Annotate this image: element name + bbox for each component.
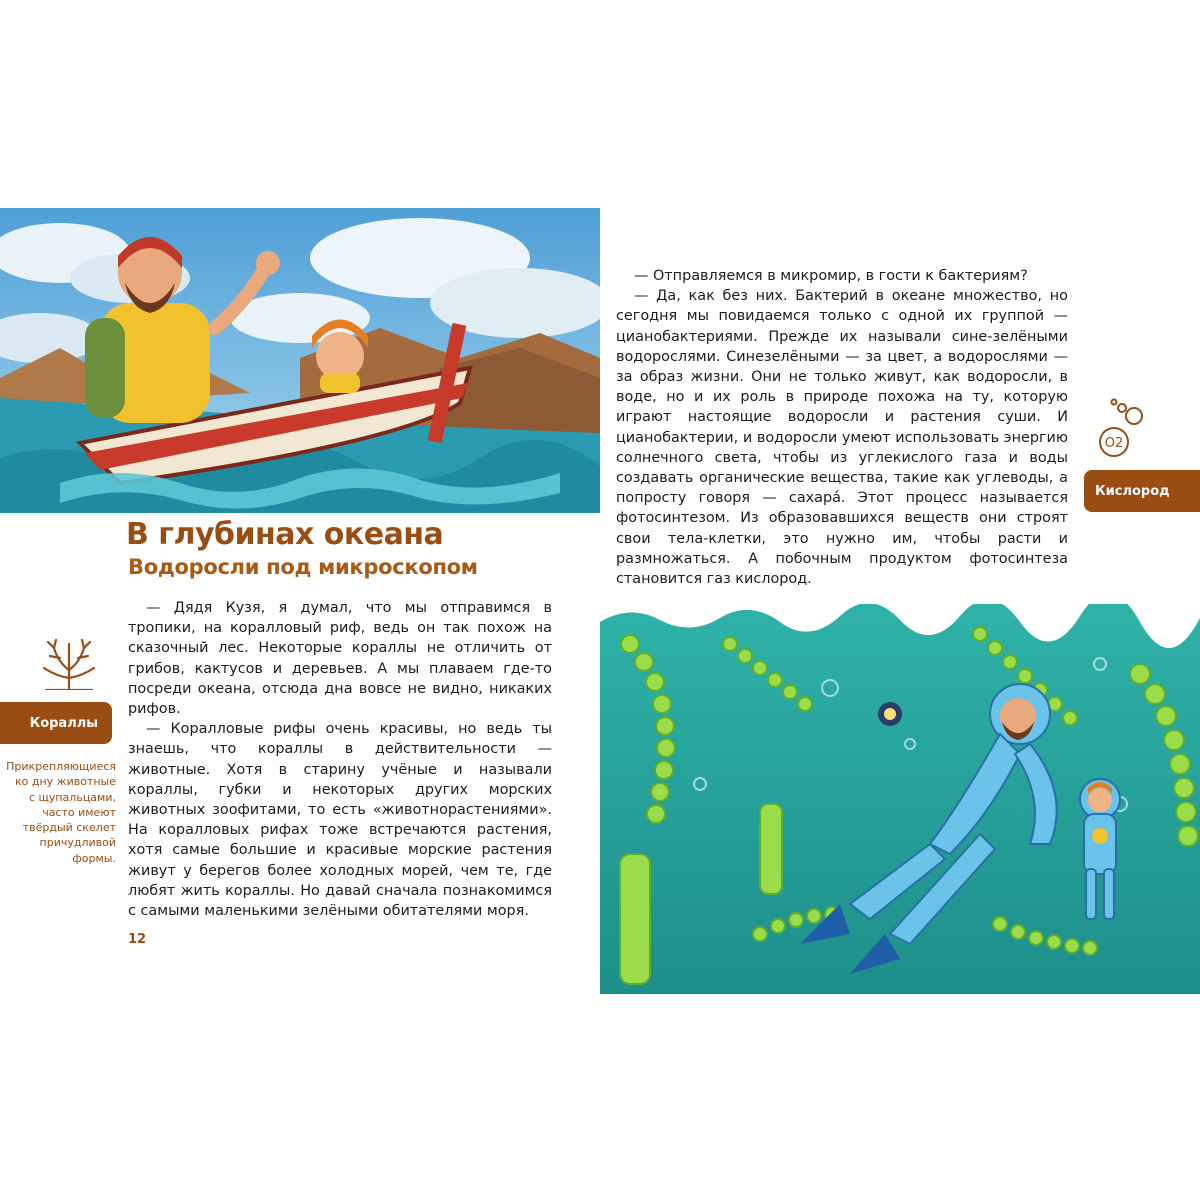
boat-illustration: [0, 208, 600, 513]
paragraph: — Да, как без них. Бактерий в океане множество, но сегодня мы повидаемся только с одной их группой — цианобактериями. Прежде их называли сине-зелёными водорослями. Синезелёными — за цвет, а водорослями — за образ жизни. Они не только живут, как водоросли, в воде, но и их роль в природе похожа на ту, которую играют настоящие водоросли и растения суши. И цианобактерии, и водоросли умеют использовать энергию солнечного света, чтобы из углекислого газа и воды создавать органические вещества, такие как углеводы, а попросту говоря — сахара́. Этот процесс называется фотосинтезом. Из образовавшихся веществ они строят свои тела-клетки, это нужно им, чтобы расти и размножаться. А побочным продуктом фотосинтеза становится газ кислород.: [616, 288, 1068, 588]
side-tab-corals: [0, 702, 112, 744]
underwater-illustration: [600, 604, 1200, 994]
paragraph: — Коралловые рифы очень красивы, но ведь ты знаешь, что кораллы в действительности — животные. Хотя в старину учёные и называли кораллы, губки и некоторых других морских животных зоофитами, то есть «животнорастениями». На коралловых рифах тоже встречаются растения, хотя самые большие и красивые морские растения живут у берегов более холодных морей, чем те, где любят жить кораллы. Но давай сначала познакомимся с самыми маленькими зелёными обитателями моря.: [128, 721, 552, 920]
paragraph: — Отправляемся в микромир, в гости к бактериям?: [634, 268, 1028, 284]
left-page: [0, 208, 600, 994]
side-note: Прикрепляющиеся ко дну животные с щупальцами, часто имеют твёрдый скелет причудливой формы.: [6, 760, 116, 865]
side-tab-oxygen: [1084, 470, 1200, 512]
oxygen-label: O2: [1104, 436, 1124, 451]
side-tab-label: Кислород: [1095, 483, 1170, 499]
side-tab-label: Кораллы: [29, 715, 98, 731]
coral-icon: [38, 638, 100, 690]
left-body-text: [128, 598, 552, 921]
book-spread: [0, 208, 1200, 994]
page-number: 12: [128, 932, 147, 947]
right-page: [600, 208, 1200, 994]
page-subtitle: Водоросли под микроскопом: [128, 555, 478, 579]
oxygen-bubbles-icon: [1096, 398, 1146, 458]
page-title: В глубинах океана: [126, 517, 444, 552]
right-body-text: [616, 266, 1068, 589]
paragraph: — Дядя Кузя, я думал, что мы отправимся в тропики, на коралловый риф, ведь он так похож на сказочный лес. Некоторые кораллы не отличить от грибов, кактусов и деревьев. А мы плаваем где-то посреди океана, отсюда дна вовсе не видно, никаких рифов.: [128, 600, 552, 718]
